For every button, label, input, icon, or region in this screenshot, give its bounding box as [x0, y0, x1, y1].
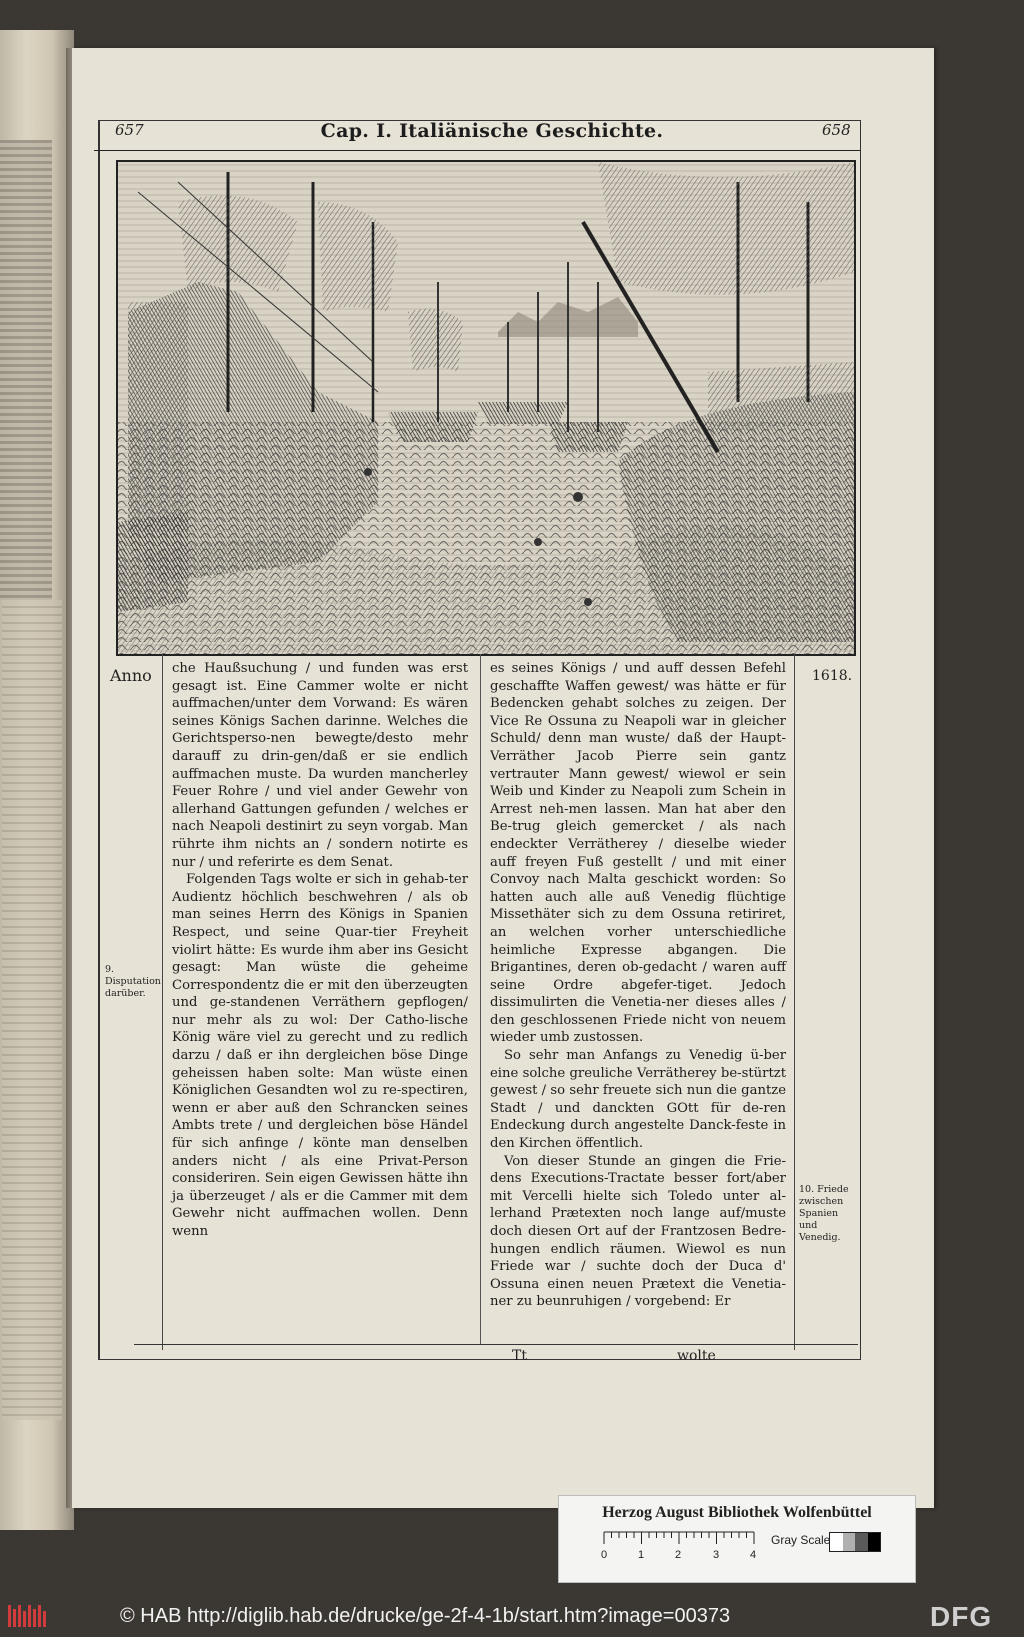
catchword: wolte — [677, 1348, 716, 1364]
library-color-card — [558, 1495, 916, 1583]
running-title: Cap. I. Italiänische Geschichte. — [320, 120, 664, 142]
paragraph: So sehr man Anfangs zu Venedig ü-ber eine solche greuliche Verrätherey be-stürtzt gewest / so sehr freuete sich nun die gantze Stadt / und danckten GOtt für de-ren Endeckung durch angestelte Danck-feste in den Kirchen öffentlich. — [490, 1048, 786, 1152]
facing-page-text-edge — [2, 600, 62, 1420]
right-margin-rule — [794, 654, 795, 1350]
page-number-left: 657 — [115, 121, 144, 139]
gray-scale-label: Gray Scale — [771, 1533, 831, 1547]
bottom-rule — [134, 1344, 858, 1345]
margin-year: 1618. — [812, 668, 853, 684]
footer-source-link[interactable]: © HAB http://diglib.hab.de/drucke/ge-2f-4-1b/start.htm?image=00373 — [120, 1605, 731, 1627]
text-column-left — [172, 660, 468, 1241]
scale-number: 1 — [638, 1549, 645, 1561]
gray-scale-swatches — [829, 1532, 881, 1552]
footer-bar — [0, 1597, 1024, 1637]
paragraph: Von dieser Stunde an gingen die Frie-dens Executions-Tractate besser fort/aber mit Vercelli hielte sich Toledo unter al-lerhand Prætexten noch lange auf/muste doch diesen Ort auf der Frantzosen Bedre-hungen endlich räumen. Wiewol es nun Friede war / suchte doch der Duca d' Ossuna einen neuen Prætext die Venetia-ner zu beunruhigen / vorgebend: Er — [490, 1153, 786, 1310]
library-title: Herzog August Bibliothek Wolfenbüttel — [602, 1504, 872, 1521]
left-margin-rule — [162, 654, 163, 1350]
swatch-light-gray — [843, 1533, 856, 1551]
ruler-scale — [601, 1530, 764, 1561]
signature-mark: Tt — [512, 1348, 527, 1364]
swatch-dark-gray — [855, 1533, 868, 1551]
paragraph: es seines Königs / und auff dessen Befehl geschaffte Waffen gewest/ was hätte er für Bedencken gehabt solches zu zeigen. Der Vice Re Ossuna zu Neapoli war in gleicher Schuld/ denn man wuste/ daß der Haupt-Verräther Jacob Pierre sein gantz vertrauter Mann gewest/ wiewol er sein Weib und Kinder zu Neapoli zum Schein in Arrest neh-men lassen. Man hat aber den Be-trug gleich gemercket / als nach endeckter Verrätherey / dieselbe wieder auff freyen Fuß gestellt / und mit einer Convoy nach Malta geschickt worden: So hatten auch alle auß Venedig flüchtige Missethäter sich zu dem Ossuna retiriret, an welchen vorher unterschiedliche heimliche Expresse abgangen. Die Brigantines, deren ob-gedacht / waren auff seine Ordre abgefer-tiget. Jedoch dissimulirten die Venetia-ner dieses alles / den geschlossenen Friede nicht von neuem wieder umb zustossen. — [490, 661, 786, 1046]
margin-note-disputation: 9. Disputation darüber. — [105, 964, 161, 999]
scale-number: 0 — [601, 1549, 608, 1561]
margin-anno: Anno — [110, 666, 152, 685]
text-column-right — [490, 660, 786, 1311]
scale-number: 3 — [713, 1549, 720, 1561]
facing-page-engraving-edge — [0, 140, 52, 600]
scale-number: 4 — [750, 1549, 757, 1561]
column-divider — [480, 654, 481, 1344]
swatch-white — [830, 1533, 843, 1551]
margin-note-peace: 10. Friede zwischen Spanien und Venedig. — [799, 1184, 849, 1243]
paragraph: Folgenden Tags wolte er sich in gehab-ter Audientz höchlich beschwehren / als ob man seines Herrn des Königs in Spanien Respect, und seine Quar-tier Freyheit violirt hätte: Es wurde ihm aber ins Gesicht gesagt: Man wüste die geheime Correspondentz die er mit den überzeugten und ge-standenen Verräthern gepflogen/ nur mehr als zu wol: Der Catho-lische König wäre viel zu gerecht und zu redlich darzu / daß er ihn dergleichen böse Dinge geheissen haben solte: Man wüste einen Königlichen Gesandten wol zu re-spectiren, wenn er aber auß den Schrancken seines Ambts trete / und dergleichen böse Händel für sich anfinge / könte man denselben anders nicht / als eine Privat-Person consideriren. Sein eigen Gewissen hätte ihn ja überzeuget / als er die Cammer mit dem Gewehr nicht auffmachen wollen. Denn wenn — [172, 872, 468, 1239]
scale-number: 2 — [675, 1549, 682, 1561]
engraving-drawing — [118, 162, 854, 654]
engraving-naval-scene — [116, 160, 856, 656]
book-page — [72, 48, 934, 1508]
dfg-logo: DFG — [930, 1601, 993, 1632]
paragraph: che Haußsuchung / und funden was erst gesagt ist. Eine Cammer wolte er nicht auffmachen/unter dem Vorwand: Es wären seines Königs Sachen darinne. Welches die Gerichtsperso-nen bewegte/desto mehr darauff zu drin-gen/daß er sie endlich auffmachen muste. Da wurden mancherley Feuer Rohre / und viel ander Gewehr von allerhand Gattungen gefunden / welches er nach Neapoli destinirt zu seyn vorgab. Man rührte ihm nichts an / sondern notirte es nur / und referirte es dem Senat. — [172, 661, 468, 870]
swatch-black — [868, 1533, 881, 1551]
hab-logo-icon — [6, 1603, 48, 1629]
page-number-right: 658 — [822, 121, 851, 139]
header-rule — [94, 150, 860, 151]
